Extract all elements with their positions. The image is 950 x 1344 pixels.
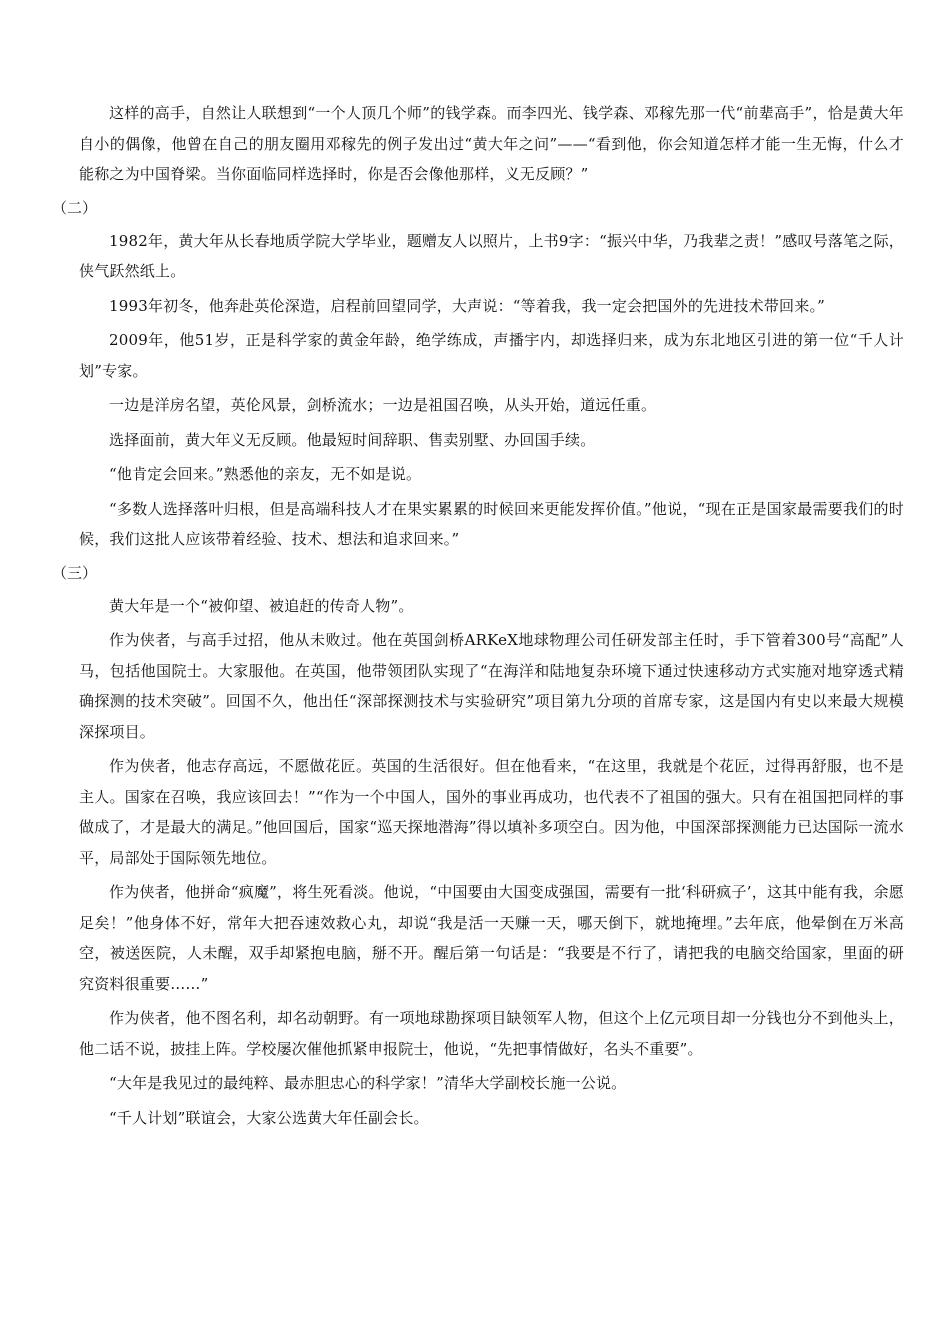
paragraph-choice-contrast: 一边是洋房名望，英伦风景，剑桥流水；一边是祖国召唤，从头开始，道远任重。: [109, 396, 657, 414]
paragraph-friends-said: “他肯定会回来。”熟悉他的亲友，无不如是说。: [109, 465, 422, 483]
section-heading-3: （三）: [52, 563, 98, 582]
paragraph-legend: 黄大年是一个“被仰望、被追赶的传奇人物”。: [109, 596, 414, 615]
paragraph-2009: 2009年，他51岁，正是科学家的黄金年龄，绝学练成，声播宇内，却选择归来，成为东北地区引进的第一位“千人计划”专家。: [79, 331, 904, 380]
paragraph-no-fame: 作为侠者，他不图名利，却名动朝野。有一项地球勘探项目缺领军人物，但这个上亿元项目却一分钱也分不到他头上，他二话不说，披挂上阵。学校屡次催他抓紧申报院士，他说，“先把事情做好，名头不重要”。: [79, 1009, 904, 1058]
paragraph-vice-president: “千人计划”联谊会，大家公选黄大年任副会长。: [109, 1108, 429, 1127]
paragraph-workaholic: 作为侠者，他拼命“疯魔”，将生死看淡。他说，“中国要由大国变成强国，需要有一批‘科研疯子’，这其中能有我，余愿足矣！”他身体不好，常年大把吞速效救心丸，却说“我是活一天赚一天，哪天倒下，就地掩埋。”去年底，他晕倒在万米高空，被送医院，人未醒，双手却紧抱电脑，掰不开。醒后第一句话是：“我要是不行了，请把我的电脑交给国家，里面的研究资料很重要……”: [79, 883, 904, 993]
paragraph-high-aspirations: 作为侠者，他志存高远，不愿做花匠。英国的生活很好。但在他看来，“在这里，我就是个花匠，过得再舒服，也不是主人。国家在召唤，我应该回去！”“作为一个中国人，国外的事业再成功，也代表不了祖国的强大。只有在祖国把同样的事做成了，才是最大的满足。”他回国后，国家“巡天探地潜海”得以填补多项空白。因为他，中国深部探测能力已达国际一流水平，局部处于国际领先地位。: [79, 757, 904, 867]
section-heading-2: （二）: [52, 198, 98, 217]
paragraph-return-value: “多数人选择落叶归根，但是高端科技人才在果实累累的时候回来更能发挥价值。”他说，“现在正是国家最需要我们的时候，我们这批人应该带着经验、技术、想法和追求回来。”: [79, 499, 904, 548]
paragraph-1982: 1982年，黄大年从长春地质学院大学毕业，题赠友人以照片，上书9字：“振兴中华，乃我辈之责！”感叹号落笔之际，侠气跃然纸上。: [79, 231, 904, 280]
paragraph-intro-qian-xuesen: 这样的高手，自然让人联想到“一个人顶几个师”的钱学森。而李四光、钱学森、邓稼先那一代“前辈高手”，恰是黄大年自小的偶像，他曾在自己的朋友圈用邓稼先的例子发出过“黄大年之问”——“看到他，你会知道怎样才能一生无悔，什么才能称之为中国脊梁。当你面临同样选择时，你是否会像他那样，义无反顾？”: [79, 104, 904, 183]
paragraph-1993: 1993年初冬，他奔赴英伦深造，启程前回望同学，大声说：“等着我，我一定会把国外的先进技术带回来。”: [109, 296, 826, 315]
paragraph-shi-yigong-quote: “大年是我见过的最纯粹、最赤胆忠心的科学家！”清华大学副校长施一公说。: [109, 1074, 627, 1092]
paragraph-never-lost: 作为侠者，与高手过招，他从未败过。他在英国剑桥ARKeX地球物理公司任研发部主任时，手下管着300号“高配”人马，包括他国院士。大家服他。在英国，他带领团队实现了“在海洋和陆地复杂环境下通过快速移动方式实施对地穿透式精确探测的技术突破”。回国不久，他出任“深部探测技术与实验研究”项目第九分项的首席专家，这是国内有史以来最大规模深探项目。: [79, 631, 904, 741]
paragraph-no-hesitation: 选择面前，黄大年义无反顾。他最短时间辞职、售卖别墅、办回国手续。: [109, 430, 596, 449]
